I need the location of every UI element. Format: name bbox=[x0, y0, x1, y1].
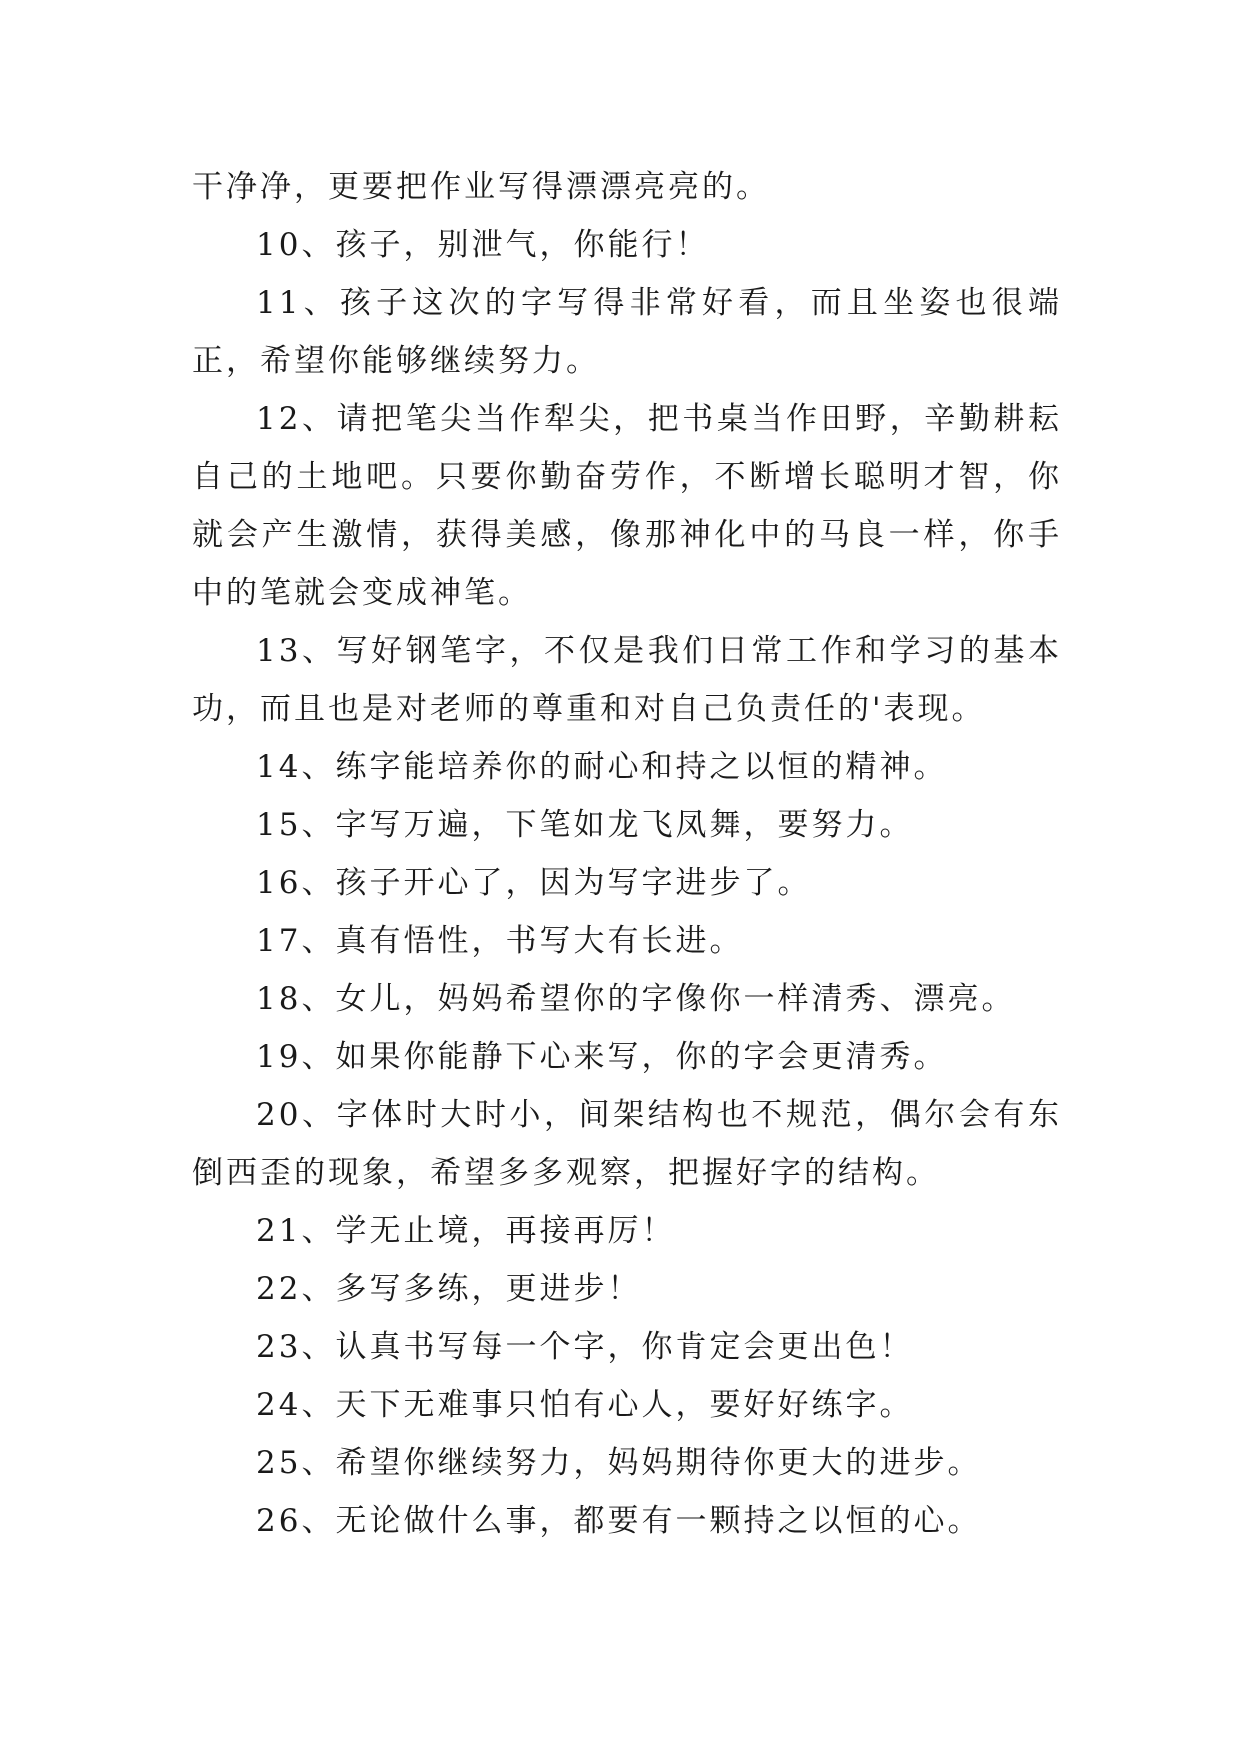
paragraph: 22、多写多练，更进步！ bbox=[256, 1271, 642, 1307]
paragraph: 20、字体时大时小，间架结构也不规范，偶尔会有东倒西歪的现象，希望多多观察，把握好字的结构。 bbox=[192, 1097, 1062, 1191]
paragraph: 15、字写万遍，下笔如龙飞凤舞，要努力。 bbox=[256, 807, 914, 843]
paragraph: 26、无论做什么事，都要有一颗持之以恒的心。 bbox=[256, 1503, 982, 1539]
paragraph: 25、希望你继续努力，妈妈期待你更大的进步。 bbox=[256, 1445, 982, 1481]
paragraph: 14、练字能培养你的耐心和持之以恒的精神。 bbox=[256, 749, 948, 785]
paragraph: 23、认真书写每一个字，你肯定会更出色！ bbox=[256, 1329, 914, 1365]
paragraph: 10、孩子，别泄气，你能行！ bbox=[256, 227, 710, 263]
paragraph: 11、孩子这次的字写得非常好看，而且坐姿也很端正，希望你能够继续努力。 bbox=[192, 285, 1062, 379]
paragraph: 24、天下无难事只怕有心人，要好好练字。 bbox=[256, 1387, 914, 1423]
paragraph: 16、孩子开心了，因为写字进步了。 bbox=[256, 865, 812, 901]
paragraph: 干净净，更要把作业写得漂漂亮亮的。 bbox=[192, 169, 770, 205]
paragraph: 17、真有悟性，书写大有长进。 bbox=[256, 923, 744, 959]
document-body bbox=[192, 158, 1062, 1550]
paragraph: 19、如果你能静下心来写，你的字会更清秀。 bbox=[256, 1039, 948, 1075]
paragraph: 13、写好钢笔字，不仅是我们日常工作和学习的基本功，而且也是对老师的尊重和对自己负责任的'表现。 bbox=[192, 633, 1062, 727]
paragraph: 18、女儿，妈妈希望你的字像你一样清秀、漂亮。 bbox=[256, 981, 1016, 1017]
paragraph: 21、学无止境，再接再厉！ bbox=[256, 1213, 676, 1249]
paragraph: 12、请把笔尖当作犁尖，把书桌当作田野，辛勤耕耘自己的土地吧。只要你勤奋劳作，不断增长聪明才智，你就会产生激情，获得美感，像那神化中的马良一样，你手中的笔就会变成神笔。 bbox=[192, 401, 1062, 611]
